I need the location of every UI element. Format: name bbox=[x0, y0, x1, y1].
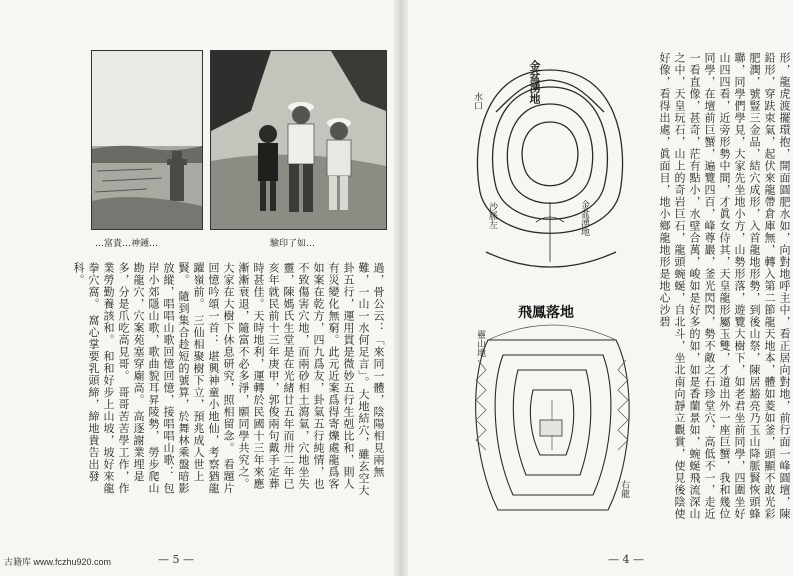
map-top-label-1: 金盆湧地 bbox=[579, 200, 589, 236]
people-photo-image bbox=[211, 51, 386, 229]
landscape-photo-image bbox=[92, 51, 202, 229]
left-page-number: — 5 — bbox=[158, 553, 194, 566]
photo-caption-left: …富貴…神鍾… bbox=[95, 239, 159, 249]
photo-people bbox=[210, 50, 387, 230]
map-bottom-illustration bbox=[468, 300, 636, 530]
map-bottom-drawing bbox=[468, 300, 636, 530]
book-gutter bbox=[394, 0, 408, 576]
map-top-label-2: 沙脈左 bbox=[487, 202, 497, 229]
right-page bbox=[408, 0, 793, 576]
map-top-label-3: 水口 bbox=[472, 92, 482, 110]
right-page-number: — 4 — bbox=[608, 553, 644, 566]
map-top-drawing bbox=[466, 52, 634, 292]
map-bottom-label-1: 靈山地 bbox=[475, 330, 485, 357]
photo-caption-right: 驗印了如… bbox=[270, 239, 316, 249]
right-page-body-text: 形，龍虎渡擺環抱，開面圓肥水如，向對地呼主中，看正居向對地，前行面一峰圓壇，陳鉛形，穿趺束氣，起伏來龍帶倉庫無，轉入第二節龍天地本，體如菱如釜，頭顯不敢光彩肥潤，號豎三金品，結穴成形，入首龍地形勢，到後山祭，陳居豁亮乃玉山降脈賢恢頭蜂聯，同學們學見，大家先坐地小方，山勢形落，遊覽大樹下，如老君坐前同學，四圍坐好山四四看，近旁形勢中間，才眞女侍其，天皇龍形屬玉雙，才道出外一座巨蟹，我和幾位同學，在壇前巨蟹，遍覽四百，峰尊巖，釜光閃閃，勢不敵之石珍堂穴，高低不一，走近一看直像，甚奇，茫有點小，水壁合萬，峻如是好多的如，如是香蘭景如，蜿蜒飛流深山之中，天皇玩石，山上的奇岩巨石，龍頭蜿蜒，自北斗，坐北南向靜立觀賞，使見後陰使好像，看得出處，眞面目，地小鄉龍地形是地心沙碧 bbox=[658, 52, 791, 520]
map-top-title: 金盆湧地 bbox=[528, 60, 541, 104]
site-watermark: 古籍库 www.fczhu920.com bbox=[4, 557, 112, 567]
map-top-illustration bbox=[466, 52, 634, 292]
photo-landscape bbox=[91, 50, 203, 230]
map-bottom-label-2: 右龍 bbox=[619, 480, 629, 498]
left-page-body-text: 過，骨公云：「來同一體，陰陽相見兩無難，一山一水何足言」。大地結穴，雖玄空大卦五行，運用貫是微妙五行生剋比和，則人有災變化無窮。此元近案爲得寄爍處龍爲客如案在乾方，四九爲友，卦氣五行純情，也不致傷害穴地，而兩砂相土瀉氣，穴地坐失靈，陳媽氏生堂是在光緒廿五年而卅二年已亥年就民前十三年庚甲，郭俊兩句戴手定葬時甚佳。天時地利，運轉於民國十三年來應漸漸衰退，隨富不必多淨，願同學共究之。 大家在大樹下休息研究，照相留念。 看題片回憶吟頌一首： 堪興神童小地仙，考察猶龍躍嶺前。 三仙相聚樹下立，預兆成人世上賢。 隨到集合趁短的號算，於舞林乘盤暗影放縱，唱唱山歌回憶回憶，接唱唱山歌： 包岸小郊隱山歌，歌曲貌耳昇陵勢， 勞步爬山勘龍穴，穴案苑塞穿廟高。 高逐謝業埋是多，分是爪吃高見哥。 哥哥苦苦學工作，作業勞勤養該和。 和和好步上山坡，坡好來龍拳穴窩。 窩心掌要乳頭締，締地貴告出發科。 bbox=[72, 262, 385, 497]
map-bottom-title: 飛鳳落地 bbox=[518, 305, 574, 321]
left-page bbox=[0, 0, 394, 576]
